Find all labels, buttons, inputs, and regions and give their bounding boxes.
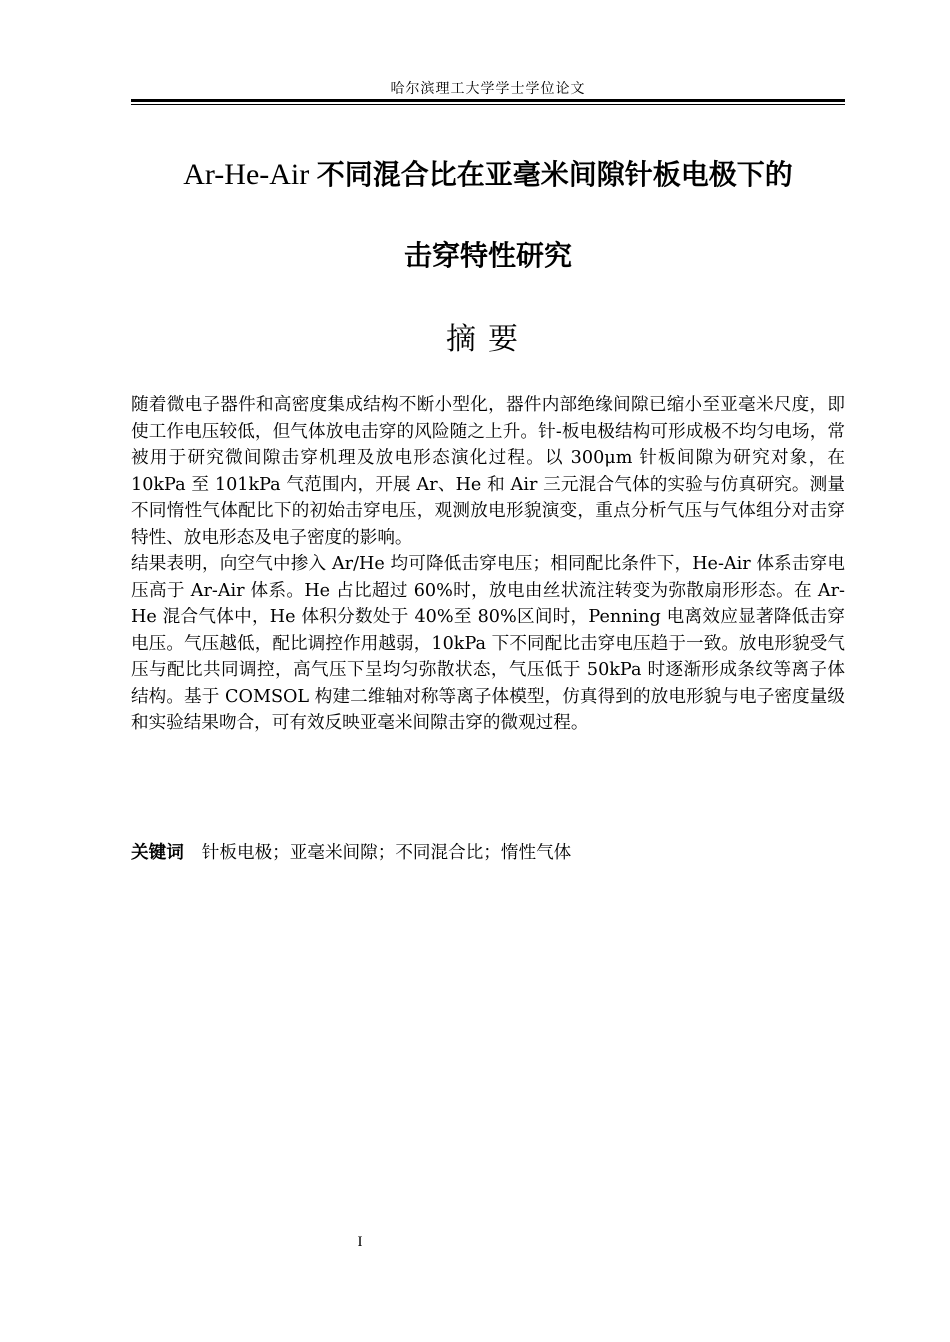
keywords-label: 关键词: [131, 843, 184, 863]
thesis-title-line-2: [100, 236, 876, 276]
thesis-title-cjk-continued: 击穿特性研究: [403, 239, 572, 272]
abstract-paragraph-1: 随着微电子器件和高密度集成结构不断小型化，器件内部绝缘间隙已缩小至亚毫米尺度，即使工作电压较低，但气体放电击穿的风险随之上升。针-板电极结构可形成极不均匀电场，常被用于研究微间隙击穿机理及放电形态演化过程。以 300μm 针板间隙为研究对象，在 10kPa 至 101kPa 气范围内，开展 Ar、He 和 Air 三元混合气体的实验与仿真研究。测量不同惰性气体配比下的初始击穿电压，观测放电形貌演变，重点分析气压与气体组分对击穿特性、放电形态及电子密度的影响。: [131, 395, 845, 548]
keywords-value: 针板电极；亚毫米间隙；不同混合比；惰性气体: [201, 843, 572, 863]
abstract-heading: 摘要: [446, 322, 530, 357]
abstract-body: [131, 392, 845, 737]
header-rule-thick: [131, 99, 845, 102]
keywords: [131, 840, 845, 866]
running-header: 哈尔滨理工大学学士学位论文: [390, 81, 586, 97]
abstract-paragraph-2: 结果表明，向空气中掺入 Ar/He 均可降低击穿电压；相同配比条件下，He-Air 体系击穿电压高于 Ar-Air 体系。He 占比超过 60%时，放电由丝状流注转变为弥散扇形形态。在 Ar-He 混合气体中，He 体积分数处于 40%至 80%区间时，Penning 电离效应显著降低击穿电压。气压越低，配比调控作用越弱，10kPa 下不同配比击穿电压趋于一致。放电形貌受气压与配比共同调控，高气压下呈均匀弥散状态，气压低于 50kPa 时逐渐形成条纹等离子体结构。基于 COMSOL 构建二维轴对称等离子体模型，仿真得到的放电形貌与电子密度量级和实验结果吻合，可有效反映亚毫米间隙击穿的微观过程。: [131, 554, 845, 733]
thesis-title-latin: Ar-He-Air: [183, 158, 317, 191]
thesis-title-cjk: 不同混合比在亚毫米间隙针板电极下的: [316, 158, 793, 191]
page-number: I: [357, 1234, 363, 1250]
header-rule-thin: [131, 104, 845, 105]
thesis-title-line-1: [100, 155, 876, 195]
